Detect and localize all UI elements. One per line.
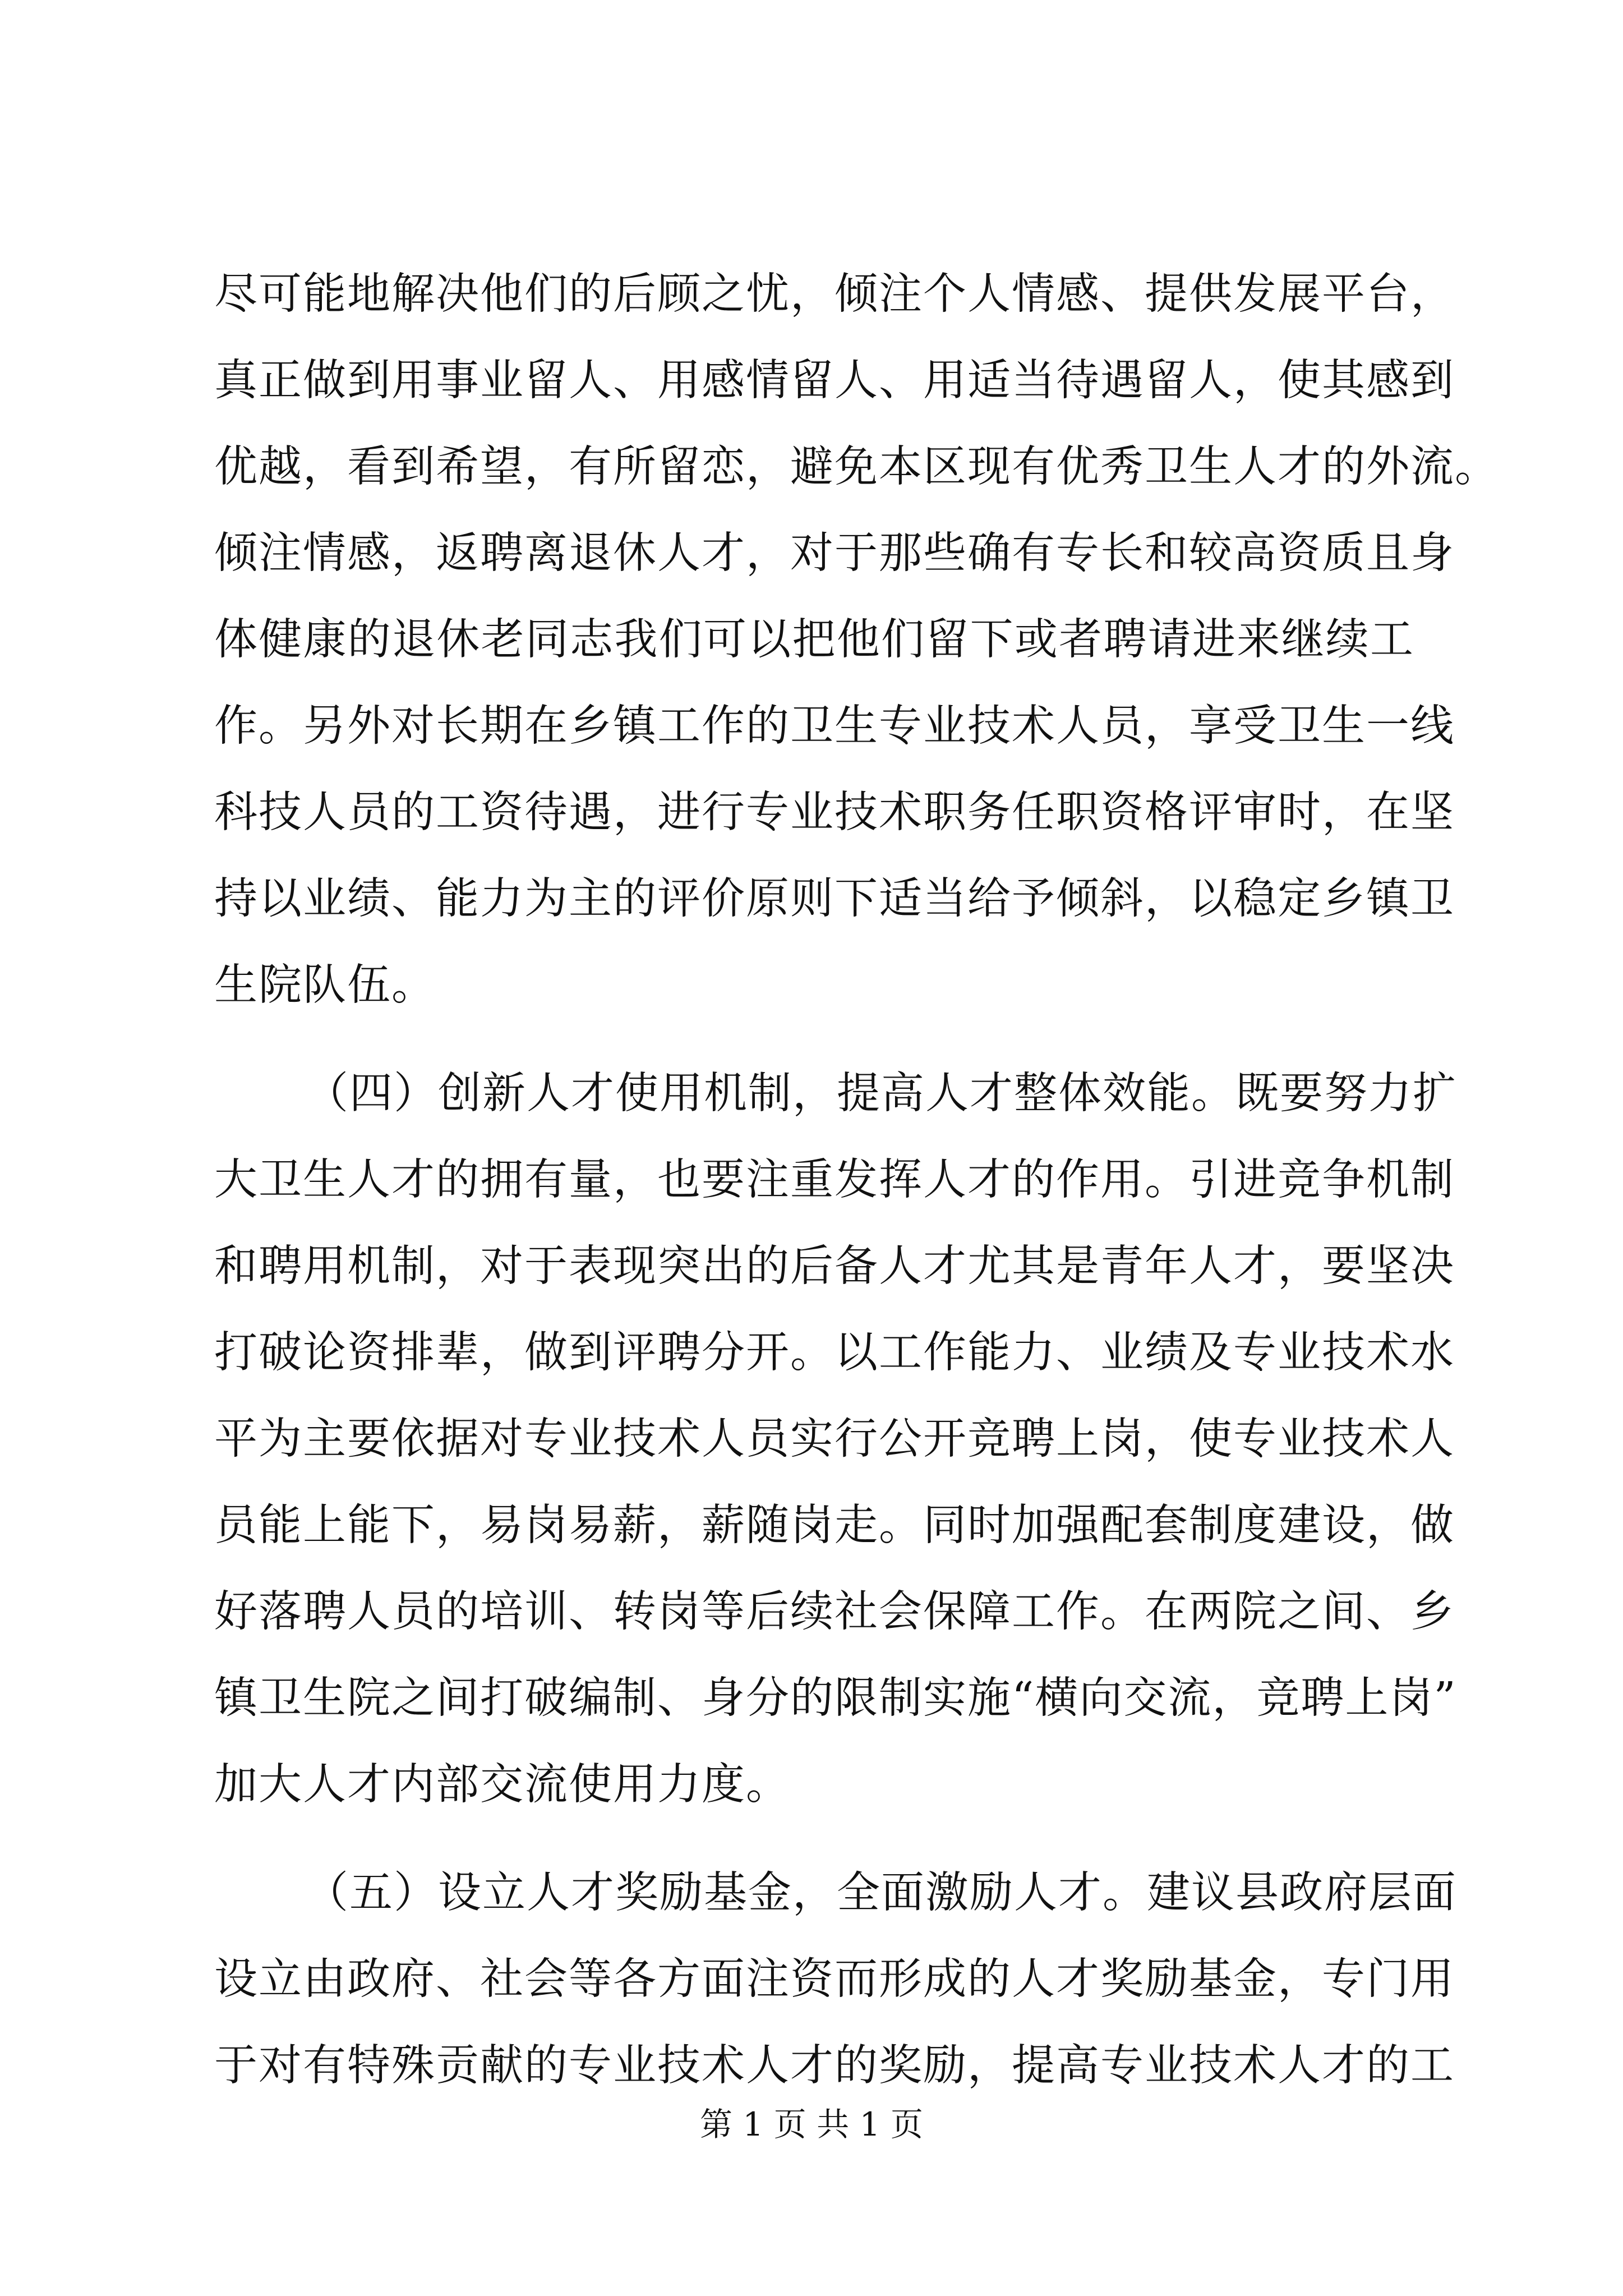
text-line: 好落聘人员的培训、转岗等后续社会保障工作。在两院之间、乡 xyxy=(214,1587,1455,1637)
text-line: 生院队伍。 xyxy=(214,960,436,1010)
text-line: 于对有特殊贡献的专业技术人才的奖励，提高专业技术人才的工 xyxy=(214,2041,1455,2091)
page-number-label: 第 1 页 共 1 页 xyxy=(700,2105,923,2143)
text-line: 设立由政府、社会等各方面注资而形成的人才奖励基金，专门用 xyxy=(214,1954,1455,2004)
text-line: 体健康的退休老同志我们可以把他们留下或者聘请进来继续工 xyxy=(214,615,1414,665)
text-line: 员能上能下，易岗易薪，薪随岗走。同时加强配套制度建设，做 xyxy=(214,1501,1455,1550)
text-line: （四）创新人才使用机制，提高人才整体效能。既要努力扩 xyxy=(305,1069,1457,1119)
text-line: 尽可能地解决他们的后顾之忧，倾注个人情感、提供发展平台， xyxy=(214,269,1455,319)
paragraph-gap xyxy=(214,1029,1414,1051)
text-line: 优越，看到希望，有所留恋，避免本区现有优秀卫生人才的外流。 xyxy=(214,442,1499,492)
text-line: 打破论资排辈，做到评聘分开。以工作能力、业绩及专业技术水 xyxy=(214,1328,1455,1378)
text-line: 大卫生人才的拥有量，也要注重发挥人才的作用。引进竞争机制 xyxy=(214,1155,1455,1205)
document-body xyxy=(214,251,1499,2109)
paragraph-gap xyxy=(214,1828,1414,1850)
text-line: 真正做到用事业留人、用感情留人、用适当待遇留人，使其感到 xyxy=(214,356,1455,406)
page-footer xyxy=(0,2105,1623,2144)
paragraph-1 xyxy=(214,251,1499,1029)
text-line: 和聘用机制，对于表现突出的后备人才尤其是青年人才，要坚决 xyxy=(214,1241,1455,1291)
text-line: 作。另外对长期在乡镇工作的卫生专业技术人员，享受卫生一线 xyxy=(214,701,1455,751)
text-line: 平为主要依据对专业技术人员实行公开竞聘上岗，使专业技术人 xyxy=(214,1414,1455,1464)
paragraph-2 xyxy=(214,1051,1457,1828)
text-line: 科技人员的工资待遇，进行专业技术职务任职资格评审时，在坚 xyxy=(214,788,1455,838)
paragraph-3 xyxy=(214,1850,1457,2109)
text-line: 镇卫生院之间打破编制、身分的限制实施“横向交流，竞聘上岗” xyxy=(214,1673,1457,1723)
text-line: （五）设立人才奖励基金，全面激励人才。建议县政府层面 xyxy=(305,1868,1457,1918)
text-line: 加大人才内部交流使用力度。 xyxy=(214,1760,790,1810)
text-line: 持以业绩、能力为主的评价原则下适当给予倾斜，以稳定乡镇卫 xyxy=(214,874,1455,924)
text-line: 倾注情感，返聘离退休人才，对于那些确有专长和较高资质且身 xyxy=(214,528,1455,578)
